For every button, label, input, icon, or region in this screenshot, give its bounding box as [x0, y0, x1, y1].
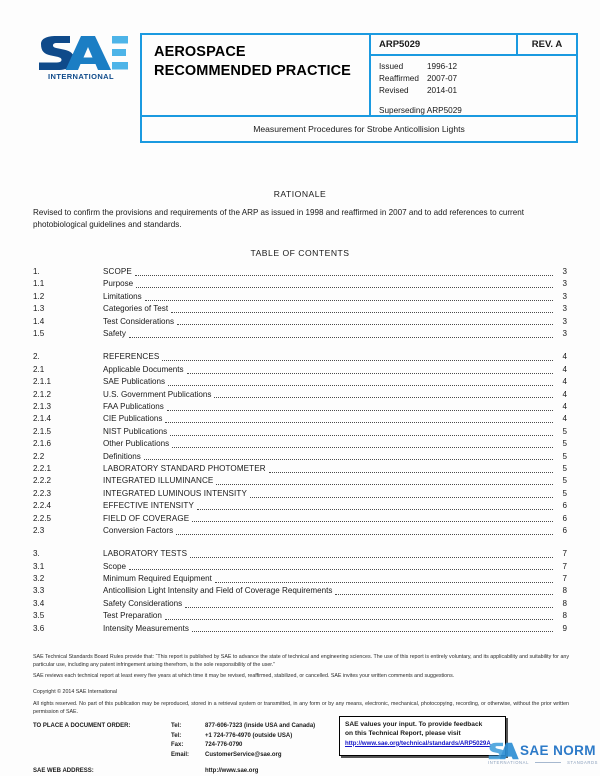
- toc-entry-number: 3.4: [33, 598, 45, 608]
- rationale-heading: RATIONALE: [273, 189, 327, 199]
- toc-leader-dots: [170, 435, 553, 436]
- feedback-line-1: SAE values your input. To provide feedback: [345, 721, 483, 728]
- toc-entry-number: 2.1.3: [33, 402, 52, 411]
- toc-entry-page: 6: [562, 525, 567, 535]
- toc-entry-title: FAA Publications: [103, 402, 164, 411]
- copyright-notice: Copyright © 2014 SAE International: [33, 689, 117, 695]
- toc-entry-title: Safety: [103, 329, 126, 339]
- toc-entry-number: 1.1: [33, 279, 45, 289]
- toc-leader-dots: [176, 534, 553, 535]
- order-row: [33, 741, 363, 751]
- toc-leader-dots: [177, 324, 553, 325]
- toc-entry-page: 3: [562, 267, 567, 277]
- toc-entry-page: 6: [562, 513, 567, 523]
- toc-entry[interactable]: [33, 328, 567, 340]
- superseding-note: Superseding ARP5029: [379, 106, 462, 115]
- watermark-rule: [535, 762, 561, 763]
- toc-group: [33, 548, 567, 635]
- toc-entry-number: 1.: [33, 267, 40, 277]
- toc-entry[interactable]: [33, 364, 567, 376]
- toc-entry[interactable]: [33, 291, 567, 303]
- watermark-left-sub: INTERNATIONAL: [488, 760, 529, 765]
- toc-entry-number: 1.2: [33, 291, 45, 301]
- document-number: ARP5029: [371, 35, 518, 54]
- toc-entry[interactable]: [33, 463, 567, 475]
- toc-entry-page: 8: [562, 611, 567, 621]
- date-value: 2007-07: [427, 74, 458, 84]
- toc-leader-dots: [215, 582, 553, 583]
- toc-entry[interactable]: [33, 401, 567, 413]
- contact-type: Fax:: [171, 742, 184, 749]
- toc-entry[interactable]: [33, 413, 567, 425]
- toc-leader-dots: [172, 447, 553, 448]
- toc-entry-title: Categories of Test: [103, 304, 169, 314]
- contact-value: 724-776-0790: [205, 742, 243, 749]
- toc-entry[interactable]: [33, 450, 567, 462]
- order-row: [33, 751, 363, 761]
- toc-entry[interactable]: [33, 512, 567, 524]
- toc-entry[interactable]: [33, 266, 567, 278]
- toc-entry-title: SCOPE: [103, 267, 132, 277]
- toc-entry-number: 3.3: [33, 586, 45, 596]
- contact-type: Tel:: [171, 723, 182, 729]
- toc-leader-dots: [214, 397, 553, 398]
- watermark-sae-logo-icon: [486, 742, 520, 760]
- toc-entry-page: 5: [562, 488, 567, 498]
- toc-entry[interactable]: [33, 598, 567, 610]
- toc-entry-title: Safety Considerations: [103, 598, 183, 608]
- toc-entry-page: 6: [562, 501, 567, 511]
- feedback-box: [339, 716, 506, 756]
- toc-entry-title: FIELD OF COVERAGE: [103, 513, 190, 523]
- toc-entry-title: Conversion Factors: [103, 525, 174, 535]
- toc-entry-page: 3: [562, 279, 567, 289]
- toc-entry-number: 2.2.4: [33, 501, 52, 511]
- toc-entry[interactable]: [33, 278, 567, 290]
- toc-entry-title: Applicable Documents: [103, 364, 184, 374]
- toc-entry-page: 4: [562, 402, 567, 411]
- toc-entry-page: 3: [562, 304, 567, 314]
- toc-entry[interactable]: [33, 585, 567, 597]
- toc-entry-page: 7: [562, 561, 567, 571]
- toc-heading: TABLE OF CONTENTS: [250, 248, 350, 258]
- document-header: [22, 33, 578, 143]
- contact-type: Tel:: [171, 732, 182, 739]
- toc-entry-number: 2.1.6: [33, 439, 52, 449]
- toc-entry[interactable]: [33, 573, 567, 585]
- legal-paragraph-rights: All rights reserved. No part of this publication may be reproduced, stored in a retrieval system or transmitted, in any form or by any means, electronic, mechanical, photocopying, recording, or otherwise, without the prior written permission of SAE.: [33, 701, 569, 716]
- toc-entry-title: CIE Publications: [103, 414, 163, 424]
- toc-leader-dots: [269, 472, 553, 473]
- rationale-body: Revised to confirm the provisions and requirements of the ARP as issued in 1998 and reaffirmed in 2007 and to add references to current photobiological guidelines and standards.: [33, 208, 525, 230]
- toc-leader-dots: [165, 619, 553, 620]
- toc-entry-page: 4: [562, 364, 567, 374]
- watermark-subtitle: [488, 760, 598, 765]
- toc-entry-title: EFFECTIVE INTENSITY: [103, 501, 194, 511]
- toc-entry-page: 4: [562, 377, 567, 387]
- toc-entry-title: Test Preparation: [103, 611, 162, 621]
- order-label: TO PLACE A DOCUMENT ORDER:: [33, 723, 131, 729]
- document-type-cell: [142, 35, 371, 115]
- toc-leader-dots: [129, 569, 553, 570]
- toc-entry-title: NIST Publications: [103, 426, 168, 436]
- toc-entry-number: 2.: [33, 352, 40, 362]
- web-address-label: SAE WEB ADDRESS:: [33, 767, 94, 774]
- toc-entry[interactable]: [33, 351, 567, 363]
- toc-entry[interactable]: [33, 561, 567, 573]
- toc-entry-number: 2.1.1: [33, 377, 52, 387]
- toc-entry-page: 4: [562, 414, 567, 424]
- toc-leader-dots: [145, 300, 553, 301]
- toc-entry-number: 2.2.2: [33, 476, 52, 486]
- date-label: Reaffirmed: [379, 74, 419, 84]
- legal-paragraph-standards-board: SAE Technical Standards Board Rules provide that: “This report is published by SAE to advance the state of technical and engineering sciences. The use of this report is entirely voluntary, and its applicability and suitability for any particular use, including any patent infringement arising therefrom, is the sole responsibility of the user.”: [33, 654, 569, 669]
- toc-entry-page: 8: [562, 586, 567, 596]
- date-cell: [371, 56, 576, 115]
- date-row: [379, 73, 576, 85]
- date-label: Issued: [379, 62, 404, 72]
- toc-entry-number: 2.2.3: [33, 488, 52, 498]
- date-value: 1996-12: [427, 62, 458, 72]
- feedback-line-2: on this Technical Report, please visit: [345, 730, 461, 738]
- toc-entry-page: 5: [562, 476, 567, 486]
- table-of-contents: [33, 266, 567, 635]
- contact-type: Email:: [171, 752, 190, 759]
- toc-entry-title: LABORATORY TESTS: [103, 549, 188, 559]
- document-type-line-2: RECOMMENDED PRACTICE: [154, 62, 351, 79]
- toc-leader-dots: [335, 594, 553, 595]
- toc-group: [33, 266, 567, 340]
- toc-entry-title: Anticollision Light Intensity and Field of Coverage Requirements: [103, 586, 333, 596]
- toc-entry-page: 3: [562, 316, 567, 326]
- toc-entry-number: 3.: [33, 549, 40, 559]
- toc-entry-page: 3: [562, 329, 567, 339]
- toc-entry-number: 2.1.5: [33, 426, 52, 436]
- toc-entry-title: SAE Publications: [103, 377, 166, 387]
- toc-entry-title: LABORATORY STANDARD PHOTOMETER: [103, 463, 266, 473]
- toc-entry-number: 3.6: [33, 623, 45, 633]
- toc-entry-page: 8: [562, 598, 567, 608]
- toc-entry-number: 2.2: [33, 451, 45, 461]
- toc-leader-dots: [192, 631, 553, 632]
- toc-entry-title: Definitions: [103, 451, 141, 461]
- feedback-link[interactable]: http://www.sae.org/technical/standards/ARP5029A: [345, 739, 491, 747]
- toc-leader-dots: [162, 360, 553, 361]
- date-row: [379, 85, 576, 97]
- toc-entry-title: Scope: [103, 561, 126, 571]
- toc-entry-page: 5: [562, 426, 567, 436]
- title-block-table: [140, 33, 578, 143]
- toc-entry-page: 7: [562, 574, 567, 584]
- web-address-value[interactable]: http://www.sae.org: [205, 767, 259, 774]
- toc-entry[interactable]: [33, 475, 567, 487]
- toc-entry-page: 9: [562, 623, 567, 633]
- toc-leader-dots: [136, 287, 553, 288]
- toc-entry-title: Minimum Required Equipment: [103, 574, 212, 584]
- toc-entry-title: Intensity Measurements: [103, 623, 189, 633]
- contact-value: +1 724-776-4970 (outside USA): [205, 732, 293, 739]
- sae-logo-icon: [33, 35, 129, 71]
- toc-entry-title: REFERENCES: [103, 352, 160, 362]
- document-type-line-1: AEROSPACE: [154, 44, 246, 60]
- toc-entry-page: 4: [562, 352, 567, 362]
- document-title: Measurement Procedures for Strobe Anticollision Lights: [142, 115, 576, 141]
- toc-entry-number: 2.1: [33, 364, 45, 374]
- toc-leader-dots: [185, 607, 553, 608]
- toc-entry-number: 2.1.4: [33, 414, 52, 424]
- legal-paragraph-review: SAE reviews each technical report at least every five years at which time it may be revised, reaffirmed, stabilized, or cancelled. SAE invites your written comments and suggestions.: [33, 673, 455, 679]
- date-value: 2014-01: [427, 86, 458, 96]
- toc-leader-dots: [250, 497, 553, 498]
- toc-entry-number: 2.2.1: [33, 463, 52, 473]
- contact-value: 877-606-7323 (inside USA and Canada): [205, 723, 316, 729]
- toc-group: [33, 351, 567, 537]
- toc-entry-page: 3: [562, 291, 567, 301]
- toc-entry-number: 3.2: [33, 574, 45, 584]
- toc-entry[interactable]: [33, 623, 567, 635]
- toc-leader-dots: [187, 373, 553, 374]
- toc-entry[interactable]: [33, 548, 567, 560]
- toc-leader-dots: [197, 509, 553, 510]
- toc-entry-number: 2.1.2: [33, 389, 52, 399]
- date-label: Revised: [379, 86, 409, 96]
- toc-entry-page: 5: [562, 439, 567, 449]
- toc-entry-number: 2.3: [33, 525, 45, 535]
- toc-entry-title: Limitations: [103, 291, 142, 301]
- toc-leader-dots: [144, 459, 553, 460]
- toc-leader-dots: [129, 337, 553, 338]
- toc-leader-dots: [171, 312, 553, 313]
- toc-entry-title: Purpose: [103, 279, 134, 289]
- toc-entry-title: INTEGRATED ILLUMINANCE: [103, 476, 214, 486]
- toc-entry-page: 4: [562, 389, 567, 399]
- sae-norm-watermark: [486, 742, 598, 772]
- toc-entry[interactable]: [33, 376, 567, 388]
- toc-group-spacer: [33, 340, 567, 351]
- toc-leader-dots: [192, 521, 553, 522]
- date-row: [379, 61, 576, 73]
- toc-entry-number: 1.3: [33, 304, 45, 314]
- toc-entry[interactable]: [33, 389, 567, 401]
- contact-email[interactable]: CustomerService@sae.org: [205, 752, 282, 759]
- toc-entry-number: 1.5: [33, 329, 45, 339]
- toc-entry[interactable]: [33, 488, 567, 500]
- order-information: [33, 722, 363, 777]
- toc-entry[interactable]: [33, 525, 567, 537]
- toc-entry[interactable]: [33, 438, 567, 450]
- toc-entry[interactable]: [33, 500, 567, 512]
- web-address-row: [33, 767, 363, 777]
- toc-group-spacer: [33, 537, 567, 548]
- toc-entry-page: 5: [562, 451, 567, 461]
- toc-entry-number: 2.2.5: [33, 513, 52, 523]
- toc-entry-title: Other Publications: [103, 439, 170, 449]
- toc-entry-title: U.S. Government Publications: [103, 389, 212, 399]
- toc-leader-dots: [168, 385, 553, 386]
- toc-leader-dots: [135, 275, 553, 276]
- toc-entry-title: INTEGRATED LUMINOUS INTENSITY: [103, 488, 247, 498]
- toc-leader-dots: [216, 484, 553, 485]
- toc-leader-dots: [165, 422, 553, 423]
- toc-leader-dots: [190, 557, 553, 558]
- toc-entry[interactable]: [33, 426, 567, 438]
- sae-logo-block: [22, 33, 140, 143]
- watermark-text: SAE NORM: [520, 743, 596, 758]
- toc-leader-dots: [167, 410, 553, 411]
- toc-entry-title: Test Considerations: [103, 316, 175, 326]
- toc-entry-number: 3.1: [33, 561, 45, 571]
- order-row: [33, 722, 363, 732]
- toc-entry-number: 1.4: [33, 316, 45, 326]
- toc-entry[interactable]: [33, 610, 567, 622]
- toc-entry-number: 3.5: [33, 611, 45, 621]
- revision-badge: REV. A: [531, 39, 563, 51]
- toc-entry-page: 5: [562, 463, 567, 473]
- watermark-right-sub: STANDARDS: [567, 760, 598, 765]
- toc-entry-page: 7: [562, 549, 567, 559]
- order-row: [33, 732, 363, 742]
- toc-entry[interactable]: [33, 316, 567, 328]
- toc-entry[interactable]: [33, 303, 567, 315]
- sae-logo-subtitle: INTERNATIONAL: [48, 72, 114, 81]
